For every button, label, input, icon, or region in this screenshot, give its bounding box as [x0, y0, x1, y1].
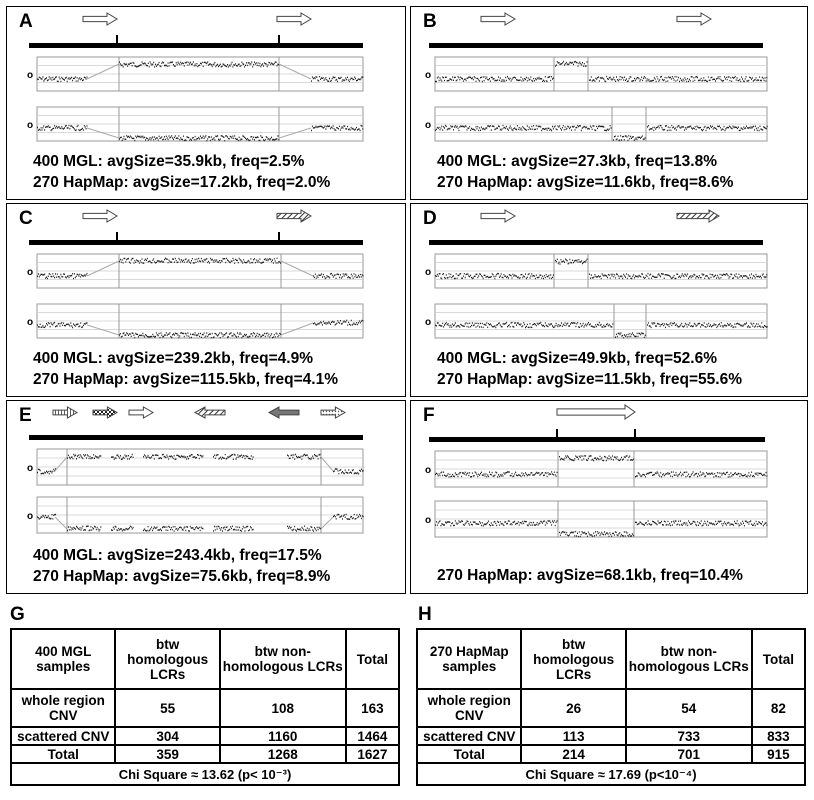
track-label: o [26, 70, 34, 81]
column-header-total: Total [346, 629, 399, 689]
table-cell: 26 [521, 689, 625, 727]
lcr-arrow-right-icon [83, 13, 117, 25]
stats-line-mgl: 400 MGL: avgSize=49.9kb, freq=52.6% [437, 350, 717, 367]
stats-line-mgl: 400 MGL: avgSize=243.4kb, freq=17.5% [33, 547, 322, 564]
stats-line-hapmap: 270 HapMap: avgSize=11.5kb, freq=55.6% [437, 371, 742, 388]
panel-stats [437, 348, 742, 390]
lcr-arrow-right-icon [129, 407, 153, 418]
panel-e [6, 400, 406, 594]
track-label: o [26, 463, 34, 474]
panel-stats [33, 545, 330, 587]
lcr-arrow-left-icon [195, 407, 225, 418]
table-cell: 108 [220, 689, 346, 727]
lcr-arrow-right-icon [557, 405, 635, 419]
column-header-total: Total [752, 629, 805, 689]
panel-b [410, 6, 808, 200]
column-header-non-homologous: btw non-homologous LCRs [220, 629, 346, 689]
chi-square-footer: Chi Square ≈ 13.62 (p< 10⁻³) [11, 763, 399, 785]
table-cell: 833 [752, 727, 805, 745]
panel-letter: F [423, 405, 435, 426]
lcr-arrow-right-icon [277, 13, 311, 25]
track-label: o [26, 267, 34, 278]
table-cell: 163 [346, 689, 399, 727]
lcr-arrow-right-icon [481, 210, 515, 222]
table-cell: 54 [626, 689, 752, 727]
lcr-arrow-right-icon [481, 13, 515, 25]
breakpoint-tick [278, 35, 280, 45]
panel-d [410, 203, 808, 397]
stats-line-hapmap: 270 HapMap: avgSize=75.6kb, freq=8.9% [33, 568, 331, 585]
lcr-arrow-right-icon [677, 210, 719, 222]
table-cell: 304 [115, 727, 219, 745]
table-cell: 113 [521, 727, 625, 745]
chi-square-footer: Chi Square ≈ 17.69 (p<10⁻⁴) [417, 763, 805, 785]
panel-stats [437, 565, 743, 586]
lcr-arrow-right-icon [53, 407, 77, 418]
lcr-arrow-right-icon [93, 407, 117, 418]
table-cell: 1627 [346, 745, 399, 763]
chromosome-bar [429, 240, 763, 245]
table-corner-label: 270 HapMap samples [417, 629, 521, 689]
track-label: o [424, 317, 432, 328]
lcr-arrow-right-icon [321, 407, 345, 418]
lcr-arrow-left-icon [269, 407, 299, 418]
table-cell: 1268 [220, 745, 346, 763]
table-cell: 359 [115, 745, 219, 763]
row-label: whole region CNV [11, 689, 115, 727]
row-label: whole region CNV [417, 689, 521, 727]
row-label: Total [417, 745, 521, 763]
table-cell: 214 [521, 745, 625, 763]
table-cell: 1464 [346, 727, 399, 745]
chromosome-bar [429, 43, 763, 48]
breakpoint-tick [116, 35, 118, 45]
panel-letter: C [19, 208, 33, 229]
column-header-homologous: btw homologous LCRs [115, 629, 219, 689]
stats-line-hapmap: 270 HapMap: avgSize=17.2kb, freq=2.0% [33, 174, 331, 191]
breakpoint-tick [116, 232, 118, 242]
column-header-homologous: btw homologous LCRs [521, 629, 625, 689]
panel-letter: A [19, 11, 33, 32]
panel-letter-g: G [10, 604, 25, 625]
track-label: o [424, 515, 432, 526]
row-label: scattered CNV [417, 727, 521, 745]
track-label: o [424, 267, 432, 278]
table-row [417, 745, 805, 763]
table-row [11, 689, 399, 727]
table-cell: 701 [626, 745, 752, 763]
table-cell: 55 [115, 689, 219, 727]
table-cell: 1160 [220, 727, 346, 745]
stats-line-hapmap: 270 HapMap: avgSize=11.6kb, freq=8.6% [437, 174, 734, 191]
chromosome-bar [29, 240, 363, 245]
panel-letter-h: H [418, 604, 432, 625]
lcr-arrow-right-icon [277, 210, 311, 222]
column-header-non-homologous: btw non-homologous LCRs [626, 629, 752, 689]
contingency-table-hapmap [416, 628, 806, 786]
chromosome-bar [29, 435, 363, 440]
chromosome-bar [429, 437, 765, 442]
track-label: o [424, 120, 432, 131]
track-label: o [424, 465, 432, 476]
panel-stats [437, 151, 733, 193]
lcr-arrow-right-icon [83, 210, 117, 222]
stats-line-mgl: 400 MGL: avgSize=27.3kb, freq=13.8% [437, 153, 717, 170]
panel-letter: E [19, 405, 32, 426]
track-label: o [424, 70, 432, 81]
breakpoint-tick [634, 429, 636, 439]
stats-line-mgl: 400 MGL: avgSize=239.2kb, freq=4.9% [33, 350, 313, 367]
panel-f [410, 400, 808, 594]
breakpoint-tick [556, 429, 558, 439]
track-label: o [26, 120, 34, 131]
table-row [11, 745, 399, 763]
table-cell: 915 [752, 745, 805, 763]
lcr-arrow-right-icon [677, 13, 711, 25]
stats-line-mgl: 400 MGL: avgSize=35.9kb, freq=2.5% [33, 153, 305, 170]
chromosome-bar [29, 43, 363, 48]
stats-line-hapmap: 270 HapMap: avgSize=68.1kb, freq=10.4% [437, 567, 743, 584]
table-row [417, 727, 805, 745]
track-label: o [26, 317, 34, 328]
panel-letter: D [423, 208, 437, 229]
panel-letter: B [423, 11, 437, 32]
table-cell: 82 [752, 689, 805, 727]
table-corner-label: 400 MGL samples [11, 629, 115, 689]
contingency-table-mgl [10, 628, 400, 786]
row-label: scattered CNV [11, 727, 115, 745]
table-row [11, 727, 399, 745]
table-row [417, 689, 805, 727]
stats-line-hapmap: 270 HapMap: avgSize=115.5kb, freq=4.1% [33, 371, 338, 388]
row-label: Total [11, 745, 115, 763]
track-label: o [26, 511, 34, 522]
panel-stats [33, 348, 338, 390]
table-cell: 733 [626, 727, 752, 745]
panel-c [6, 203, 406, 397]
panel-a [6, 6, 406, 200]
panel-stats [33, 151, 330, 193]
breakpoint-tick [278, 232, 280, 242]
